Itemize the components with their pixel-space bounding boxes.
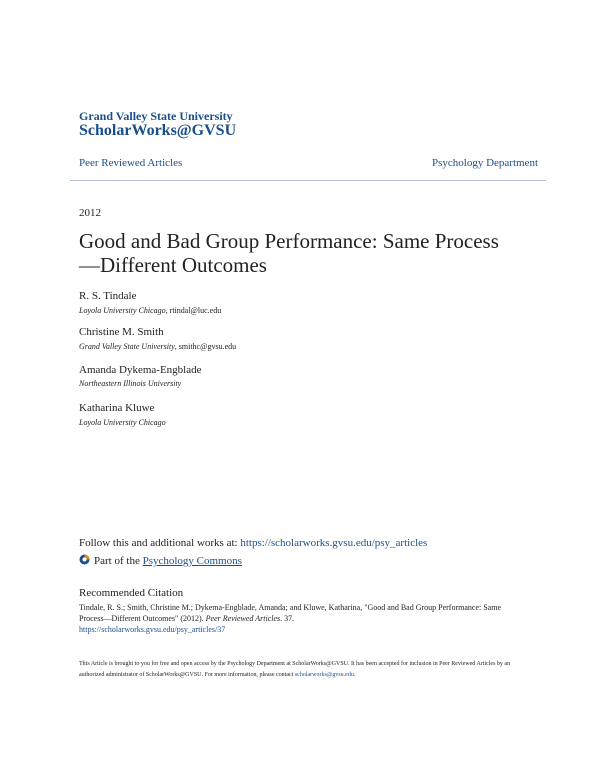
psychology-commons-link[interactable]: Psychology Commons xyxy=(142,555,242,567)
repository-name[interactable]: ScholarWorks@GVSU xyxy=(79,122,237,139)
citation-number: . 37. xyxy=(280,614,295,623)
author-affiliation: Northeastern Illinois University xyxy=(79,379,182,388)
part-of-prefix: Part of the xyxy=(94,555,140,567)
affiliation-name: Loyola University Chicago xyxy=(79,306,166,315)
recommended-citation-heading: Recommended Citation xyxy=(79,587,184,599)
author-email: rtindal@luc.edu xyxy=(169,306,222,315)
peer-reviewed-articles-link[interactable]: Peer Reviewed Articles xyxy=(79,157,183,169)
publication-year: 2012 xyxy=(79,207,101,219)
author-name: Christine M. Smith xyxy=(79,326,164,338)
citation-body: Tindale, R. S.; Smith, Christine M.; Dykema-Engblade, Amanda; and Kluwe, Katharina, "Good and Bad Group Performance: Same Process—Different Outcomes" (2012). xyxy=(79,603,502,623)
access-statement-end: . xyxy=(353,672,356,678)
psychology-department-link[interactable]: Psychology Department xyxy=(431,157,538,169)
citation-journal: Peer Reviewed Articles xyxy=(205,614,281,623)
contact-email-link[interactable]: scholarworks@gvsu.edu xyxy=(294,672,354,678)
follow-text: Follow this and additional works at: xyxy=(79,537,238,549)
header-divider xyxy=(70,180,546,181)
author-name: R. S. Tindale xyxy=(79,290,137,302)
commons-network-icon xyxy=(79,554,90,565)
citation-url-link[interactable]: https://scholarworks.gvsu.edu/psy_articles/37 xyxy=(79,625,226,634)
author-affiliation: Loyola University Chicago, rtindal@luc.edu xyxy=(79,306,222,315)
affiliation-name: Grand Valley State University xyxy=(79,342,175,351)
follow-line xyxy=(79,537,427,549)
author-name: Amanda Dykema-Engblade xyxy=(79,364,202,376)
citation-text xyxy=(79,602,519,635)
collection-url-link[interactable]: https://scholarworks.gvsu.edu/psy_articles xyxy=(240,537,428,549)
access-statement xyxy=(79,659,519,681)
article-title: Good and Bad Group Performance: Same Process—Different Outcomes xyxy=(79,229,499,277)
access-statement-text: This Article is brought to you for free and open access by the Psychology Department at ScholarWorks@GVSU. It has been accepted for inclusion in Peer Reviewed Articles by an authorized administrator of ScholarWorks@GVSU. For more information, please contact xyxy=(79,661,511,678)
author-name: Katharina Kluwe xyxy=(79,402,155,414)
part-of-line xyxy=(79,554,242,567)
author-affiliation: Grand Valley State University, smithc@gvsu.edu xyxy=(79,342,237,351)
author-affiliation: Loyola University Chicago xyxy=(79,418,166,427)
author-email: smithc@gvsu.edu xyxy=(178,342,237,351)
university-name: Grand Valley State University xyxy=(79,109,233,123)
